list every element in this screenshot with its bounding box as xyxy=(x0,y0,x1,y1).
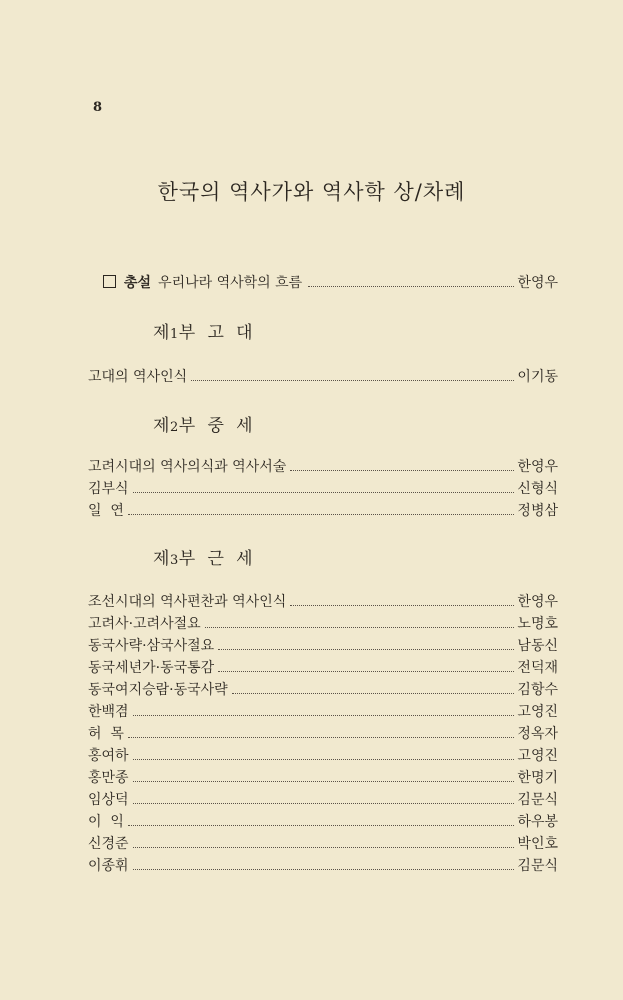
toc-entry xyxy=(88,655,558,677)
entry-title: 허 목 xyxy=(88,726,124,742)
entry-title: 김부식 xyxy=(88,481,129,497)
dot-leader xyxy=(133,715,515,716)
entry-title: 일 연 xyxy=(88,503,124,519)
dot-leader xyxy=(218,649,514,650)
part-3-entries xyxy=(88,589,558,875)
dot-leader xyxy=(133,847,515,848)
overview-author: 한영우 xyxy=(517,275,558,291)
dot-leader xyxy=(133,759,515,760)
entry-title: 신경준 xyxy=(88,836,129,852)
part-heading-1 xyxy=(153,318,253,343)
dot-leader xyxy=(290,605,514,606)
entry-title: 동국사략·삼국사절요 xyxy=(88,638,215,654)
entry-title: 임상덕 xyxy=(88,792,129,808)
part-heading-2 xyxy=(153,411,253,436)
toc-entry xyxy=(88,853,558,875)
part-prefix: 제 xyxy=(153,549,170,569)
entry-author: 정옥자 xyxy=(517,726,558,742)
entry-author: 한명기 xyxy=(517,770,558,786)
toc-entry xyxy=(88,743,558,765)
dot-leader xyxy=(218,671,514,672)
toc-entry xyxy=(88,476,558,498)
entry-author: 박인호 xyxy=(517,836,558,852)
entry-title: 동국여지승람·동국사략 xyxy=(88,682,228,698)
dot-leader xyxy=(290,470,514,471)
entry-author: 고영진 xyxy=(517,704,558,720)
toc-entry xyxy=(88,677,558,699)
entry-author: 김항수 xyxy=(517,682,558,698)
dot-leader xyxy=(133,781,515,782)
entry-author: 신형식 xyxy=(517,481,558,497)
entry-author: 노명호 xyxy=(517,616,558,632)
toc-entry xyxy=(88,364,558,386)
page-title: 한국의 역사가와 역사학 상/차례 xyxy=(157,180,466,204)
toc-entry xyxy=(88,809,558,831)
entry-author: 한영우 xyxy=(517,459,558,475)
part-title: 부 근 세 xyxy=(178,549,254,569)
entry-author: 김문식 xyxy=(517,858,558,874)
dot-leader xyxy=(133,492,515,493)
entry-author: 전덕재 xyxy=(517,660,558,676)
overview-label: 총설 xyxy=(124,275,152,291)
dot-leader xyxy=(191,380,514,381)
part-number: 1 xyxy=(169,327,179,342)
entry-author: 김문식 xyxy=(517,792,558,808)
part-prefix: 제 xyxy=(153,416,170,436)
part-number: 2 xyxy=(169,420,179,435)
entry-author: 하우봉 xyxy=(517,814,558,830)
toc-entry xyxy=(88,633,558,655)
dot-leader xyxy=(205,627,515,628)
dot-leader xyxy=(133,803,515,804)
entry-title: 고려시대의 역사의식과 역사서술 xyxy=(88,459,287,475)
toc-entry xyxy=(88,611,558,633)
dot-leader xyxy=(308,286,514,287)
part-prefix: 제 xyxy=(153,323,170,343)
entry-author: 고영진 xyxy=(517,748,558,764)
toc-entry xyxy=(88,699,558,721)
entry-title: 이 익 xyxy=(88,814,124,830)
overview-title: 우리나라 역사학의 흐름 xyxy=(158,275,303,291)
part-title: 부 고 대 xyxy=(178,323,254,343)
dot-leader xyxy=(128,514,514,515)
overview-entry xyxy=(103,272,558,292)
part-number: 3 xyxy=(169,553,179,568)
toc-entry xyxy=(88,787,558,809)
entry-author: 한영우 xyxy=(517,594,558,610)
entry-author: 정병삼 xyxy=(517,503,558,519)
toc-entry xyxy=(88,831,558,853)
dot-leader xyxy=(128,825,514,826)
entry-title: 고대의 역사인식 xyxy=(88,369,188,385)
entry-title: 이종휘 xyxy=(88,858,129,874)
part-1-entries xyxy=(88,364,558,386)
entry-title: 홍여하 xyxy=(88,748,129,764)
toc-entry xyxy=(88,765,558,787)
dot-leader xyxy=(128,737,514,738)
page-number: 8 xyxy=(93,100,103,115)
toc-entry xyxy=(88,454,558,476)
entry-author: 이기동 xyxy=(517,369,558,385)
dot-leader xyxy=(133,869,515,870)
entry-title: 고려사·고려사절요 xyxy=(88,616,201,632)
toc-entry xyxy=(88,498,558,520)
entry-title: 동국세년가·동국통감 xyxy=(88,660,215,676)
square-bullet-icon xyxy=(103,275,116,288)
part-title: 부 중 세 xyxy=(178,416,254,436)
entry-title: 한백겸 xyxy=(88,704,129,720)
part-2-entries xyxy=(88,454,558,520)
entry-title: 조선시대의 역사편찬과 역사인식 xyxy=(88,594,287,610)
entry-title: 홍만종 xyxy=(88,770,129,786)
dot-leader xyxy=(232,693,515,694)
toc-entry xyxy=(88,589,558,611)
toc-entry xyxy=(88,721,558,743)
entry-author: 남동신 xyxy=(517,638,558,654)
part-heading-3 xyxy=(153,544,253,569)
